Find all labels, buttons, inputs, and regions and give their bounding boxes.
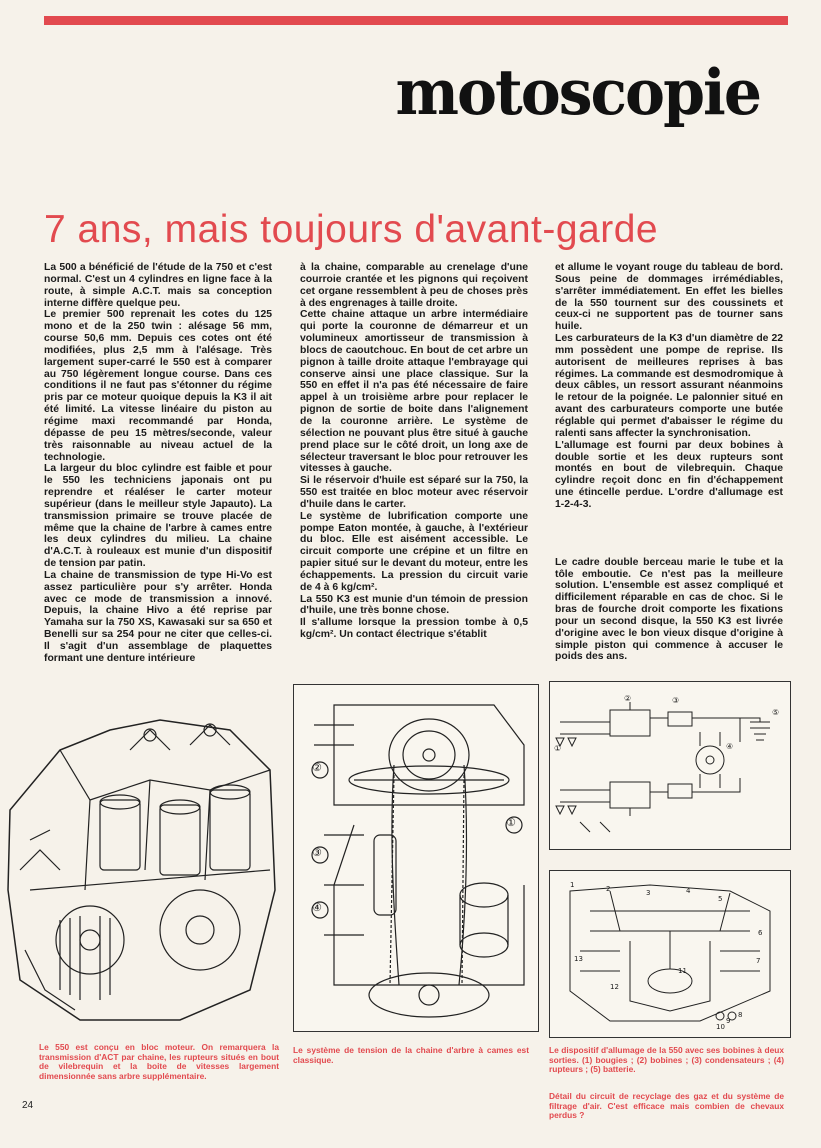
paragraph: Le cadre double berceau marie le tube et la tôle emboutie. Ce n'est pas la meilleure solution. L'ensemble est assez compliqué et difficilement réparable en cas de choc. Si le bras de fourche droit comporte les fixations pour un second disque, la 550 K3 est livrée d'origine avec le bon vieux disque d'origine à simple piston qui commence à accuser le poids des ans.	[555, 556, 783, 663]
paragraph: La 550 K3 est munie d'un témoin de pression d'huile, une très bonne chose.	[300, 593, 528, 617]
paragraph: Si le réservoir d'huile est séparé sur la 750, la 550 est traitée en bloc moteur avec réservoir d'huile dans le carter.	[300, 475, 528, 510]
paragraph: La largeur du bloc cylindre est faible et pour le 550 les techniciens japonais ont pu reprendre et réaléser le carter moteur supérieur (dans le meilleur style Japauto). La transmission primaire se trouve placée de même que la chaine de l'arbre à cames entre les deux cylindres du milieu. La chaine d'A.C.T. à rouleaux est munie d'un dispositif de tension par patin.	[44, 463, 272, 570]
article-headline: 7 ans, mais toujours d'avant-garde	[44, 208, 659, 251]
gas-recycling-diagram	[549, 870, 791, 1038]
paragraph: Cette chaine attaque un arbre intermédiaire qui porte la couronne de démarreur et un volumineux amortisseur de transmission à blocs de caoutchouc. En bout de cet arbre un pignon à taille droite attaque l'embrayage qui conserve ainsi une place classique. Sur la 550 en effet il n'a pas été nécessaire de faire appel à un troisième arbre pour replacer le pignon de sortie de boite dans l'alignement de la couronne arrière. Le système de sélection ne pouvant plus être situé à gauche prend place sur le côté droit, un long axe de sélecteur traversant le bloc pour retrouver les vitesses à gauche.	[300, 309, 528, 475]
callout-3: ③	[672, 696, 680, 705]
callout-2: 2	[606, 885, 611, 893]
callout-7: 7	[756, 957, 761, 965]
callout-4: 4	[686, 887, 691, 895]
callout-1: ①	[506, 816, 516, 829]
callout-5: 5	[718, 895, 723, 903]
callout-1: ①	[554, 744, 562, 753]
paragraph: et allume le voyant rouge du tableau de bord. Sous peine de dommages irrémédiables, s'arrêter immédiatement. En effet les bielles de la 550 tournent sur des coussinets et ceux-ci ne supportent pas de tourner sans huile.	[555, 262, 783, 333]
paragraph: à la chaine, comparable au crenelage d'une courroie crantée et les pignons qui reçoivent cet organe ressemblent à peu de choses près à des engrenages à taille droite.	[300, 262, 528, 309]
callout-13: 13	[574, 955, 583, 963]
paragraph: L'allumage est fourni par deux bobines à double sortie et les deux rupteurs sont montés en bout de vilebrequin. Chaque cylindre reçoit donc en fin d'échappement une étincelle perdue. L'ordre d'allumage est 1-2-4-3.	[555, 439, 783, 510]
callout-4: ④	[312, 901, 322, 914]
callout-10: 10	[716, 1023, 725, 1031]
top-red-rule	[44, 16, 788, 25]
article-column-3	[555, 262, 783, 663]
callout-3: 3	[646, 889, 651, 897]
chain-tension-illustration	[293, 684, 539, 1032]
paragraph: Les carburateurs de la K3 d'un diamètre de 22 mm possèdent une pompe de reprise. Ils autorisent de meilleures reprises à bas régimes. La commande est desmodromique à deux câbles, un ressort assurant néanmoins le retour de la poignée. Le palonnier situé en avant des carburateurs comporte une butée réglable qui permet d'abaisser le régime du ralenti sans affecter la synchronisation.	[555, 333, 783, 439]
tension-caption: Le système de tension de la chaine d'arbre à cames est classique.	[293, 1045, 529, 1065]
article-column-2	[300, 262, 528, 641]
paragraph: Le premier 500 reprenait les cotes du 125 mono et de la 250 twin : alésage 56 mm, course 50,6 mm. Depuis ces cotes ont été modifiées, plus 2,5 mm à l'alésage. Très largement super-carré le 550 est à comparer au 750 légèrement longue course. Dans ces conditions il ne faut pas s'étonner du régime pris par ce moteur quoique depuis la K3 il ait été limité. La vitesse linéaire du piston au régime maxi recommandé par Honda, dépasse de peu 15 mètres/seconde, valeur très raisonnable au niveau actuel de la technologie.	[44, 309, 272, 463]
callout-8: 8	[738, 1011, 743, 1019]
callout-9: 9	[726, 1017, 731, 1025]
callout-3: ③	[312, 846, 322, 859]
callout-4: ④	[726, 742, 734, 751]
callout-12: 12	[610, 983, 619, 991]
engine-cutaway-illustration	[0, 690, 285, 1030]
paragraph: La chaine de transmission de type Hi-Vo est assez particulière pour s'y arrêter. Honda avec ce mode de transmission a innové. Depuis, la chaine Hivo a été reprise par Yamaha sur la 750 XS, Kawasaki sur sa 650 et Benelli sur sa 254 pour ne citer que celles-ci. Il s'agit d'un assemblage de plaquettes formant une denture intérieure	[44, 569, 272, 664]
ignition-caption: Le dispositif d'allumage de la 550 avec ses bobines à deux sorties. (1) bougies ; (2) bobines ; (3) condensateurs ; (4) rupteurs ; (5) batterie.	[549, 1045, 784, 1075]
ignition-wiring-diagram	[549, 681, 791, 850]
masthead: motoscopie	[395, 56, 760, 130]
engine-caption: Le 550 est conçu en bloc moteur. On remarquera la transmission d'ACT par chaine, les rupteurs situés en bout de vilebrequin et la boite de vitesses largement dimensionnée sans arbre supplémentaire.	[39, 1042, 279, 1081]
callout-6: 6	[758, 929, 763, 937]
callout-5: ⑤	[772, 708, 780, 717]
callout-11: 11	[678, 967, 687, 975]
callout-2: ②	[624, 694, 632, 703]
paragraph: Le système de lubrification comporte une pompe Eaton montée, à gauche, à l'extérieur du bloc. Elle est aisément accessible. Le circuit comporte une crépine et un filtre en papier situé sur le devant du moteur, entre les échappements. La pression du circuit varie de 4 à 6 kg/cm².	[300, 510, 528, 593]
callout-2: ②	[312, 761, 322, 774]
paragraph: La 500 a bénéficié de l'étude de la 750 et c'est normal. C'est un 4 cylindres en ligne face à la route, à simple A.C.T. mais sa conception interne diffère quelque peu.	[44, 262, 272, 309]
page-number: 24	[22, 1100, 34, 1111]
article-column-1	[44, 262, 272, 665]
paragraph: Il s'allume lorsque la pression tombe à 0,5 kg/cm². Un contact électrique s'établit	[300, 617, 528, 641]
callout-1: 1	[570, 881, 575, 889]
recycle-caption: Détail du circuit de recyclage des gaz et du système de filtrage d'air. C'est efficace mais combien de chevaux perdus ?	[549, 1091, 784, 1121]
